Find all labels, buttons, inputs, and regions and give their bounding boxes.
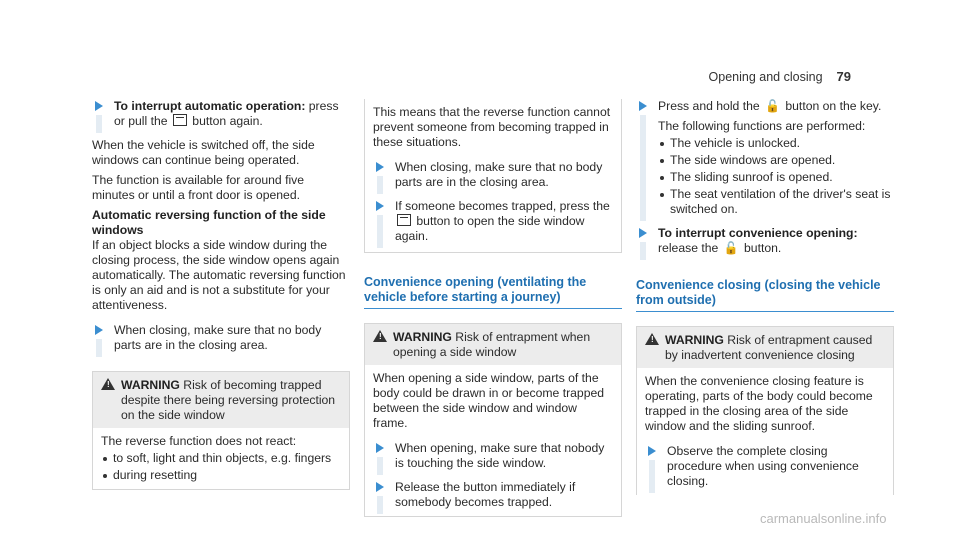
step-text: button on the key. <box>781 99 882 113</box>
step-text: Press and hold the <box>658 99 764 113</box>
step-text: button again. <box>188 114 263 128</box>
instruction-step: Release the button immediately if somebody becomes trapped. <box>373 480 613 510</box>
step-text: press or pull the <box>114 99 339 128</box>
warning-icon: ! <box>101 378 115 390</box>
warning-title: Risk of entrapment when opening a side window <box>393 330 591 359</box>
section-heading: Convenience closing (closing the vehicle from outside) <box>636 278 894 312</box>
warning-header <box>637 327 893 368</box>
paragraph: This means that the reverse function cannot prevent someone from becoming trapped in these situations. <box>373 105 611 149</box>
step-text: If someone becomes trapped, press the <box>395 199 610 213</box>
list-item: during resetting <box>101 468 341 483</box>
bullet-list <box>101 451 341 483</box>
instruction-step <box>92 99 350 129</box>
instruction-step: When closing, make sure that no body parts are in the closing area. <box>92 323 350 353</box>
list-item: The side windows are opened. <box>658 153 894 168</box>
warning-box <box>364 323 622 517</box>
subheading-text: Automatic reversing function of the side windows <box>92 208 326 237</box>
instruction-step: When opening, make sure that nobody is touching the side window. <box>373 441 613 471</box>
warning-title: Risk of entrapment caused by inadvertent convenience closing <box>665 333 873 362</box>
instruction-step <box>636 99 894 217</box>
list-item: The seat ventilation of the driver's seat is switched on. <box>658 187 894 217</box>
warning-text: When the convenience closing feature is operating, parts of the body could become trapped in the closing area of the side window and the sliding sunroof. <box>645 374 873 433</box>
warning-label: WARNING <box>665 333 724 347</box>
unlock-icon: 🔓 <box>765 99 780 113</box>
warning-body <box>637 368 893 495</box>
instruction-step <box>636 226 894 256</box>
warning-header <box>93 372 349 428</box>
warning-body <box>93 428 349 489</box>
subheading <box>92 208 350 238</box>
column-1 <box>92 99 350 490</box>
step-bold: To interrupt convenience opening: <box>658 226 858 240</box>
warning-continuation <box>364 99 622 253</box>
warning-text: The reverse function does not react: <box>101 434 297 448</box>
warning-header <box>365 324 621 365</box>
list-item: The vehicle is unlocked. <box>658 136 894 151</box>
instruction-step: Observe the complete closing procedure when using convenience closing. <box>645 444 885 489</box>
step-text: button to open the side window again. <box>395 214 585 243</box>
instruction-step: When closing, make sure that no body parts are in the closing area. <box>373 160 613 190</box>
step-text: release the <box>658 241 722 255</box>
watermark: carmanualsonline.info <box>760 511 887 526</box>
paragraph: The function is available for around five minutes or until a front door is opened. <box>92 173 305 202</box>
warning-title: Risk of becoming trapped despite there being reversing protection on the side window <box>121 378 336 422</box>
warning-label: WARNING <box>393 330 452 344</box>
bullet-list <box>658 136 894 217</box>
window-switch-icon <box>173 114 187 126</box>
page-number: 79 <box>836 69 851 84</box>
warning-label: WARNING <box>121 378 180 392</box>
section-heading: Convenience opening (ventilating the vehicle before starting a journey) <box>364 275 622 309</box>
warning-text: When opening a side window, parts of the body could be drawn in or become trapped between the side window and window frame. <box>373 371 605 430</box>
warning-body <box>365 365 621 516</box>
list-item: The sliding sunroof is opened. <box>658 170 894 185</box>
warning-box <box>636 326 894 495</box>
list-item: to soft, light and thin objects, e.g. fingers <box>101 451 341 466</box>
paragraph: If an object blocks a side window during the closing process, the side window opens again automatically. The automatic reversing function is only an aid and is not a substitute for your attentiveness. <box>92 238 346 312</box>
warning-icon: ! <box>645 333 659 345</box>
unlock-icon: 🔓 <box>723 241 739 255</box>
window-switch-icon <box>397 214 411 226</box>
step-bold: To interrupt automatic operation: <box>114 99 306 113</box>
page-header <box>709 69 851 84</box>
instruction-step <box>373 199 613 244</box>
paragraph: When the vehicle is switched off, the side windows can continue being operated. <box>92 138 315 167</box>
column-2 <box>364 99 622 517</box>
column-3 <box>636 99 894 495</box>
step-text: button. <box>740 241 782 255</box>
warning-box <box>92 371 350 490</box>
section-title: Opening and closing <box>708 70 823 84</box>
paragraph: The following functions are performed: <box>658 119 866 133</box>
warning-icon: ! <box>373 330 387 342</box>
